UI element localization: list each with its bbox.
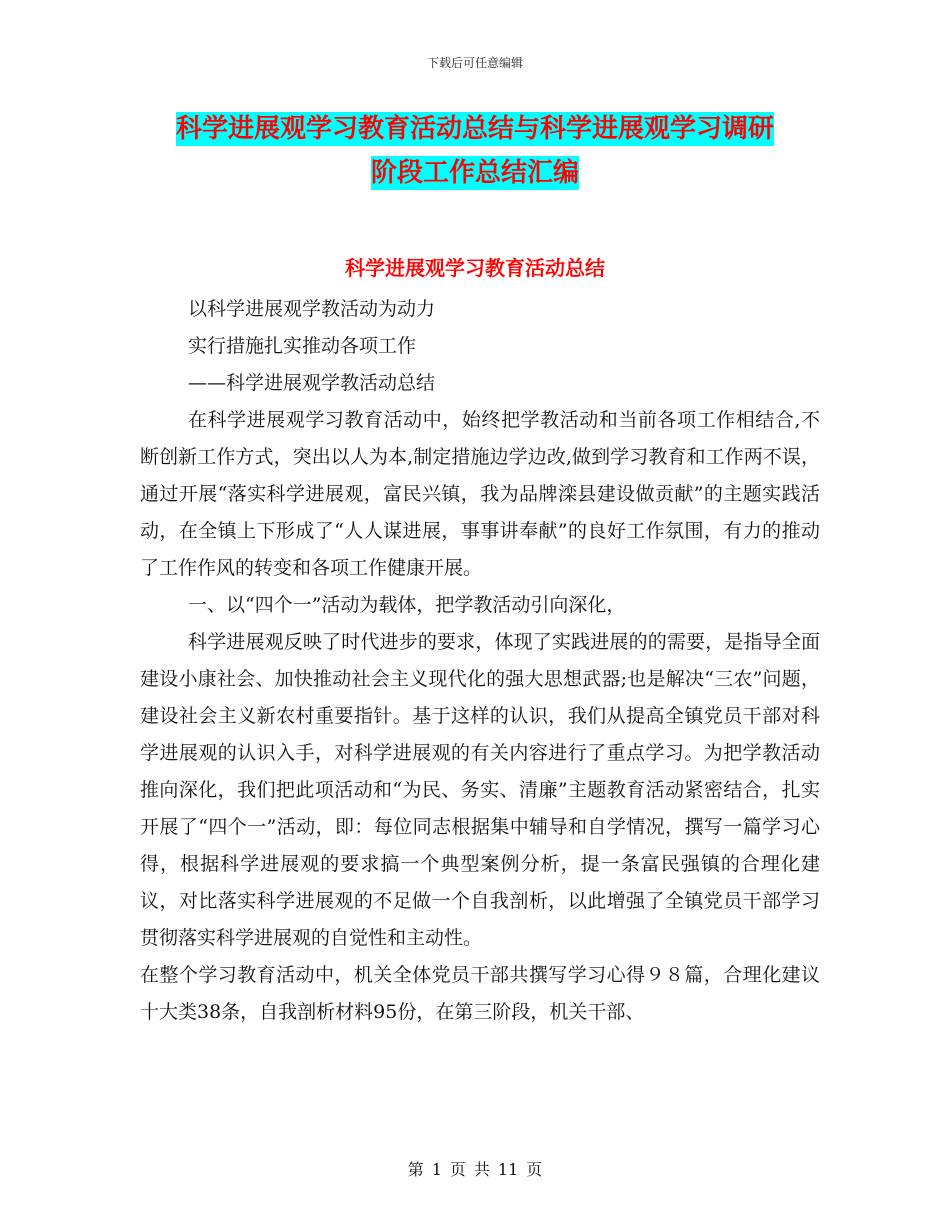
footer-label-gong: 共 [473, 1160, 490, 1179]
main-title-line-2-text: 阶段工作总结汇编 [370, 158, 579, 188]
main-title-line-1 [0, 116, 950, 142]
paragraph-heading-1: 一、以“四个一”活动为载体，把学教活动引向深化， [188, 594, 626, 616]
footer-label-di: 第 [407, 1160, 424, 1179]
main-title-line-2 [0, 160, 950, 186]
paragraph-3: 在整个学习教育活动中，机关全体党员干部共撰写学习心得９８篇，合理化建议十大类38条，自我剖析材料95份，在第三阶段，机关干部、 [140, 964, 820, 1023]
main-title-line-1-text: 科学进展观学习教育活动总结与科学进展观学习调研 [175, 114, 774, 144]
paragraph-1: 在科学进展观学习教育活动中，始终把学教活动和当前各项工作相结合,不断创新工作方式，突出以人为本,制定措施边学边改,做到学习教育和工作两不误，通过开展“落实科学进展观，富民兴镇，我为品牌滦县建设做贡献”的主题实践活动，在全镇上下形成了“人人谋进展，事事讲奉献”的良好工作氛围，有力的推动了工作作风的转变和各项工作健康开展。 [140, 409, 820, 579]
section-title: 科学进展观学习教育活动总结 [345, 256, 605, 280]
subtitle-1: 以科学进展观学教活动为动力 [188, 298, 436, 320]
paragraph-2: 科学进展观反映了时代进步的要求，体现了实践进展的的需要，是指导全面建设小康社会、加快推动社会主义现代化的强大思想武器;也是解决“三农”问题，建设社会主义新农村重要指针。基于这样的认识，我们从提高全镇党员干部对科学进展观的认识入手，对科学进展观的有关内容进行了重点学习。为把学教活动推向深化，我们把此项活动和“为民、务实、清廉”主题教育活动紧密结合，扎实开展了“四个一”活动，即：每位同志根据集中辅导和自学情况，撰写一篇学习心得，根据科学进展观的要求搞一个典型案例分析，提一条富民强镇的合理化建议，对比落实科学进展观的不足做一个自我剖析，以此增强了全镇党员干部学习贯彻落实科学进展观的自觉性和主动性。 [140, 631, 820, 949]
footer-label-ye: 页 [449, 1160, 466, 1179]
document-body [140, 291, 820, 1031]
footer-label-ye-2: 页 [526, 1160, 543, 1179]
footer-total-pages: 11 [497, 1160, 519, 1179]
subtitle-2: 实行措施扎实推动各项工作 [188, 335, 417, 357]
header-note: 下载后可任意编辑 [426, 56, 523, 70]
page-footer [0, 1157, 950, 1180]
footer-page-number: 1 [431, 1160, 442, 1179]
subtitle-3: ——科学进展观学教活动总结 [188, 372, 436, 394]
